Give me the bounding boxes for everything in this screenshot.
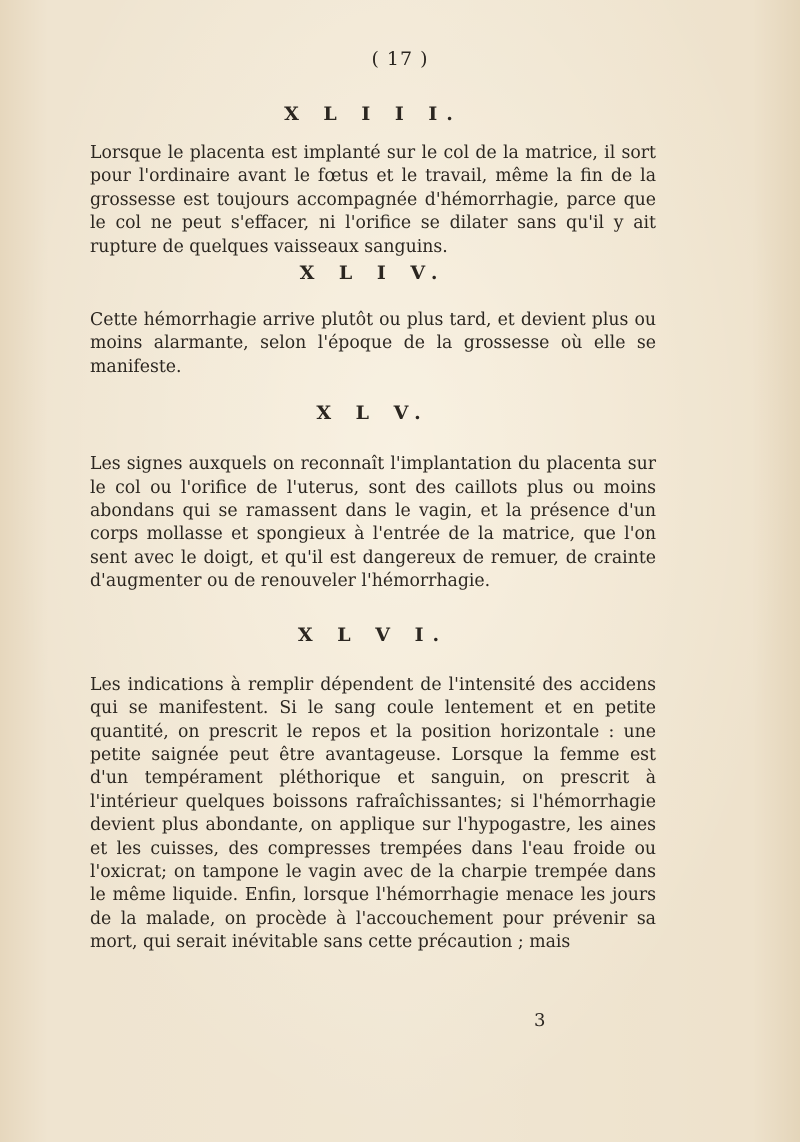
paragraph-xlvi: Les indications à remplir dépendent de l'intensité des accidens qui se manifestent. Si le sang coule lentement et en petite quantité, on prescrit le repos et la position horizontale : une petite saignée peut être avantageuse. Lorsque la femme est d'un tempérament pléthorique et sanguin, on prescrit à l'intérieur quelques boissons rafraîchissantes; si l'hémorrhagie devient plus abondante, on applique sur l'hypogastre, les aines et les cuisses, des compresses trempées dans l'eau froide ou l'oxicrat; on tampone le vagin avec de la charpie trempée dans le même liquide. Enfin, lorsque l'hémorrhagie menace les jours de la malade, on procède à l'accouchement pour prévenir sa mort, qui serait inévitable sans cette précaution ; mais: [90, 674, 656, 953]
section-heading-xliii: X L I I I.: [284, 103, 462, 125]
page-body: [90, 100, 656, 955]
section-heading-xlvi: X L V I.: [297, 623, 449, 646]
paragraph-xlv: Les signes auxquels on reconnaît l'implantation du placenta sur le col ou l'orifice de l'uterus, sont des caillots plus ou moins abondans qui se ramassent dans le vagin, et la présence d'un corps mollasse et spongieux à l'entrée de la matrice, que l'on sent avec le doigt, et qu'il est dangereux de remuer, de crainte d'augmenter ou de renouveler l'hémorrhagie.: [90, 454, 656, 592]
signature-mark: 3: [534, 1010, 546, 1031]
paragraph-xliii: Lorsque le placenta est implanté sur le col de la matrice, il sort pour l'ordinaire avant le fœtus et le travail, même la fin de la grossesse est toujours accompagnée d'hémorrhagie, parce que le col ne peut s'effacer, ni l'orifice se dilater sans qu'il y ait rupture de quelques vaisseaux sanguins.: [90, 143, 656, 257]
section-heading-xliv: X L I V.: [299, 262, 447, 285]
page-number: ( 17 ): [371, 48, 429, 70]
paragraph-xliv: Cette hémorrhagie arrive plutôt ou plus tard, et devient plus ou moins alarmante, selon l'époque de la grossesse où elle se manifeste.: [90, 310, 656, 377]
section-heading-xlv: X L V.: [316, 402, 430, 425]
